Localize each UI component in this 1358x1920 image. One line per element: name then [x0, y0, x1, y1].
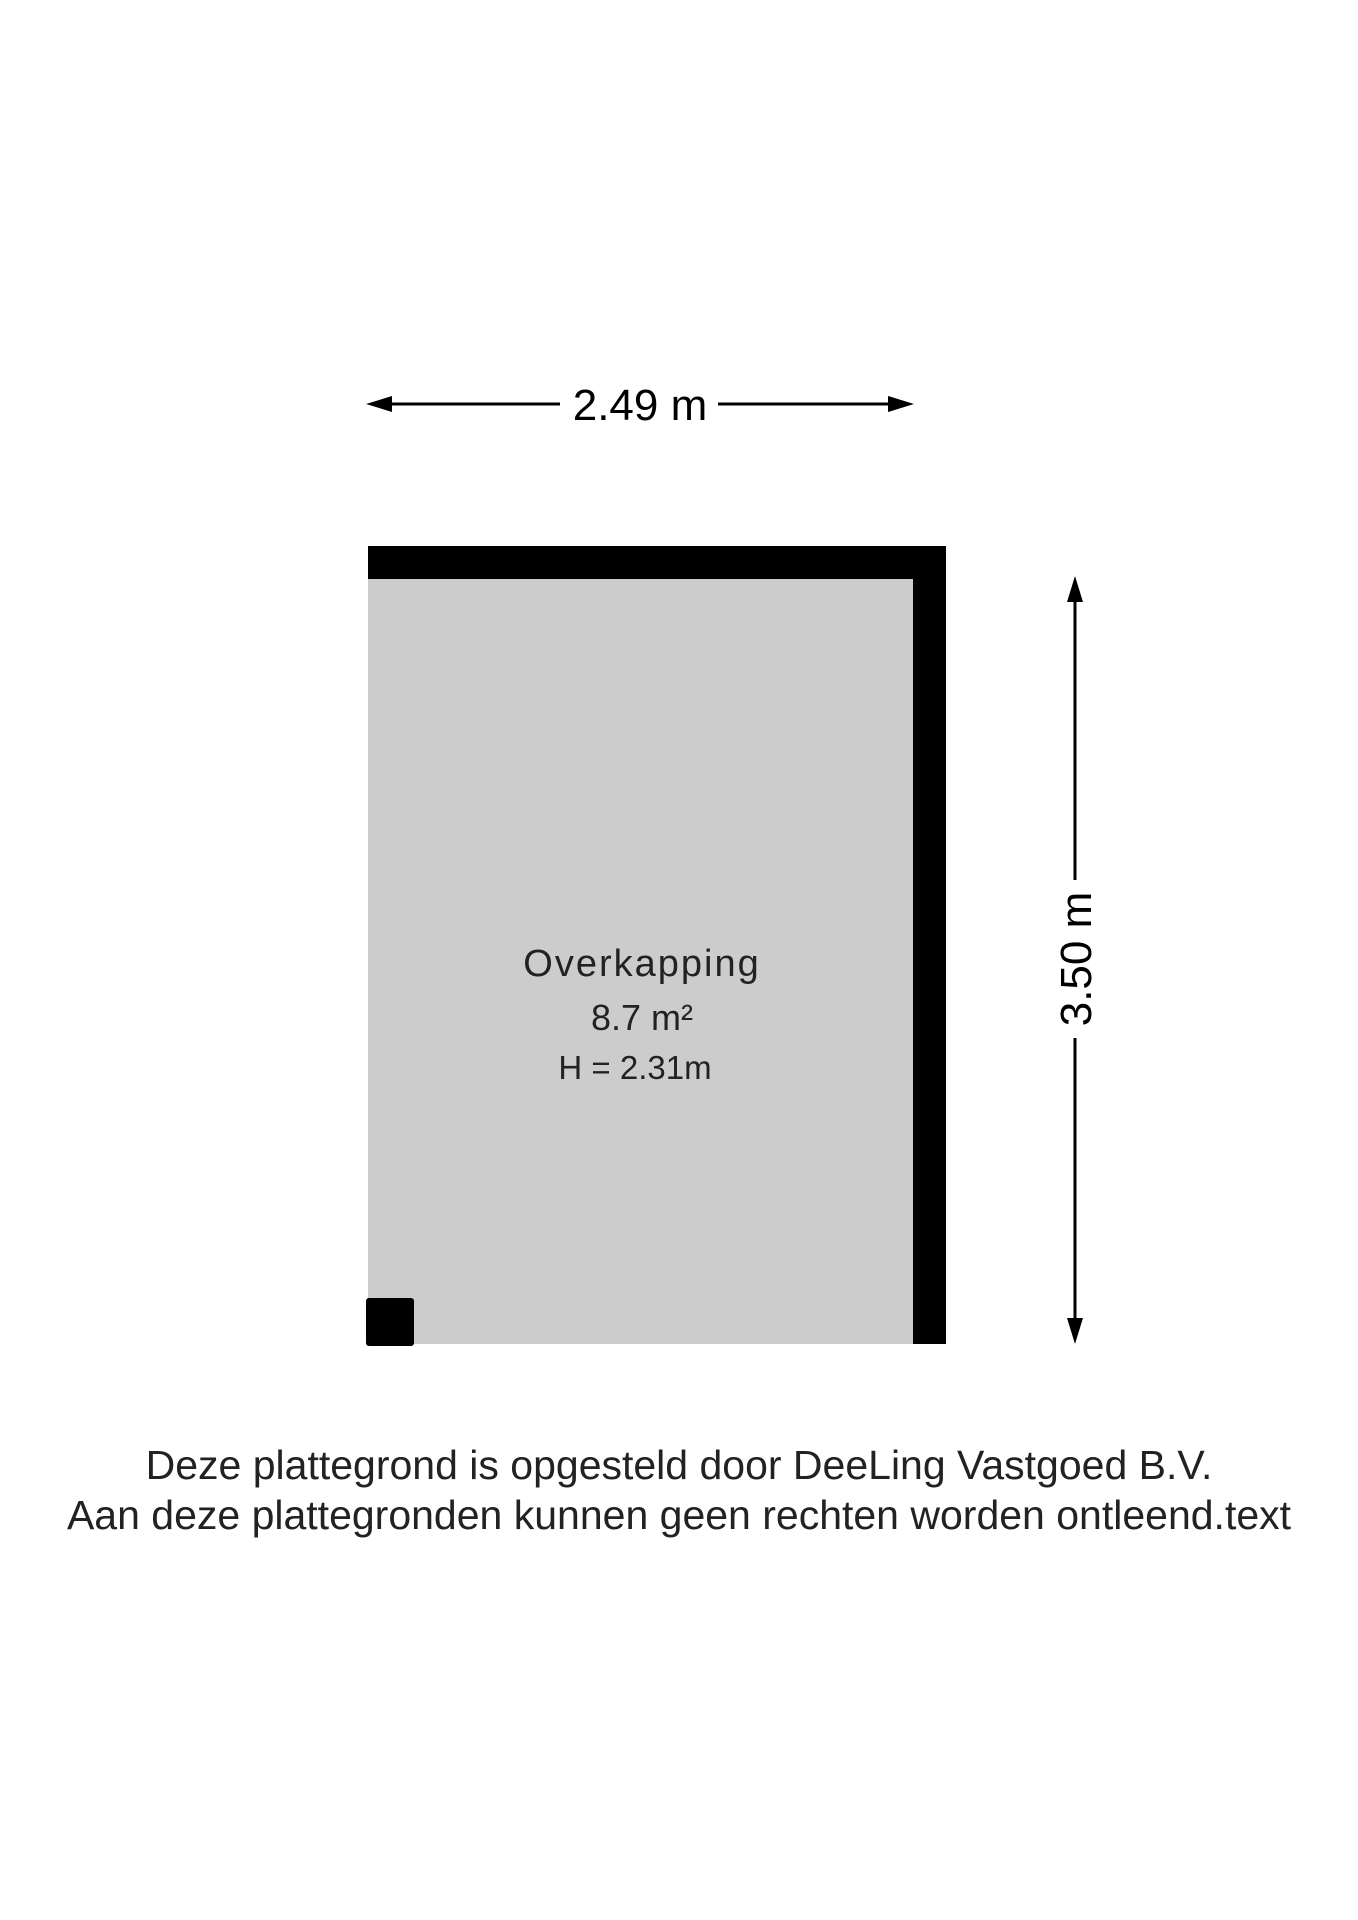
room-name: Overkapping — [523, 943, 761, 985]
room-height: H = 2.31m — [558, 1049, 712, 1086]
room-overkapping — [366, 546, 946, 1346]
depth-label: 3.50 m — [1052, 891, 1101, 1027]
width-arrow-right-icon — [888, 396, 914, 412]
room-area: 8.7 m² — [590, 997, 694, 1038]
disclaimer-line-1: Deze plattegrond is opgesteld door DeeLing Vastgoed B.V. — [145, 1442, 1213, 1488]
depth-dimension — [1052, 576, 1101, 1344]
depth-arrow-up-icon — [1067, 576, 1083, 602]
wall-right — [913, 546, 946, 1344]
width-label: 2.49 m — [572, 381, 708, 430]
width-arrow-left-icon — [366, 396, 392, 412]
disclaimer-line-2: Aan deze plattegronden kunnen geen rechten worden ontleend.text — [66, 1492, 1292, 1538]
width-dimension — [366, 381, 914, 430]
depth-arrow-down-icon — [1067, 1318, 1083, 1344]
corner-post — [366, 1298, 414, 1346]
wall-top — [368, 546, 946, 579]
